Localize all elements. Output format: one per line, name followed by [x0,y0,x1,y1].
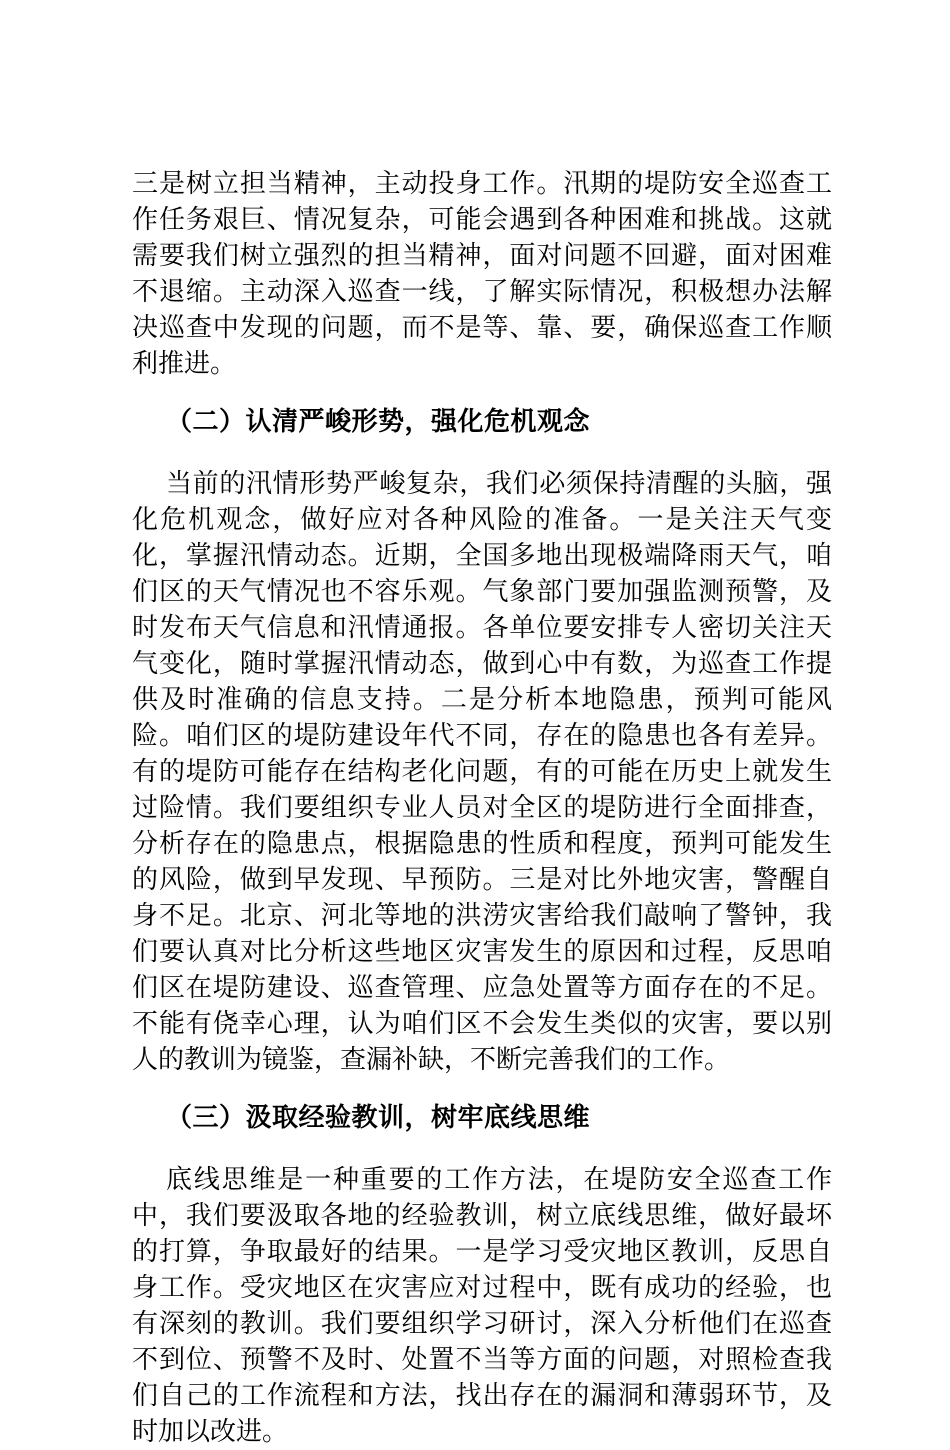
paragraph-situation: 当前的汛情形势严峻复杂，我们必须保持清醒的头脑，强化危机观念，做好应对各种风险的准备。一是关注天气变化，掌握汛情动态。近期，全国多地出现极端降雨天气，咱们区的天气情况也不容乐观。气象部门要加强监测预警，及时发布天气信息和汛情通报。各单位要安排专人密切关注天气变化，随时掌握汛情动态，做到心中有数，为巡查工作提供及时准确的信息支持。二是分析本地隐患，预判可能风险。咱们区的堤防建设年代不同，存在的隐患也各有差异。有的堤防可能存在结构老化问题，有的可能在历史上就发生过险情。我们要组织专业人员对全区的堤防进行全面排查，分析存在的隐患点，根据隐患的性质和程度，预判可能发生的风险，做到早发现、早预防。三是对比外地灾害，警醒自身不足。北京、河北等地的洪涝灾害给我们敲响了警钟，我们要认真对比分析这些地区灾害发生的原因和过程，反思咱们区在堤防建设、巡查管理、应急处置等方面存在的不足。不能有侥幸心理，认为咱们区不会发生类似的灾害，要以别人的教训为镜鉴，查漏补缺，不断完善我们的工作。 [132,469,832,1075]
paragraph-responsibility: 三是树立担当精神，主动投身工作。汛期的堤防安全巡查工作任务艰巨、情况复杂，可能会遇到各种困难和挑战。这就需要我们树立强烈的担当精神，面对问题不回避，面对困难不退缩。主动深入巡查一线，了解实际情况，积极想办法解决巡查中发现的问题，而不是等、靠、要，确保巡查工作顺利推进。 [132,169,832,379]
section-heading-2: （二）认清严峻形势，强化危机观念 [166,407,591,437]
paragraph-bottom-line: 底线思维是一种重要的工作方法，在堤防安全巡查工作中，我们要汲取各地的经验教训，树立底线思维，做好最坏的打算，争取最好的结果。一是学习受灾地区教训，反思自身工作。受灾地区在灾害应对过程中，既有成功的经验，也有深刻的教训。我们要组织学习研讨，深入分析他们在巡查不到位、预警不及时、处置不当等方面的问题，对照检查我们自己的工作流程和方法，找出存在的漏洞和薄弱环节，及时加以改进。 [132,1165,832,1447]
section-heading-3: （三）汲取经验教训，树牢底线思维 [166,1103,591,1133]
document-body [132,166,832,1450]
